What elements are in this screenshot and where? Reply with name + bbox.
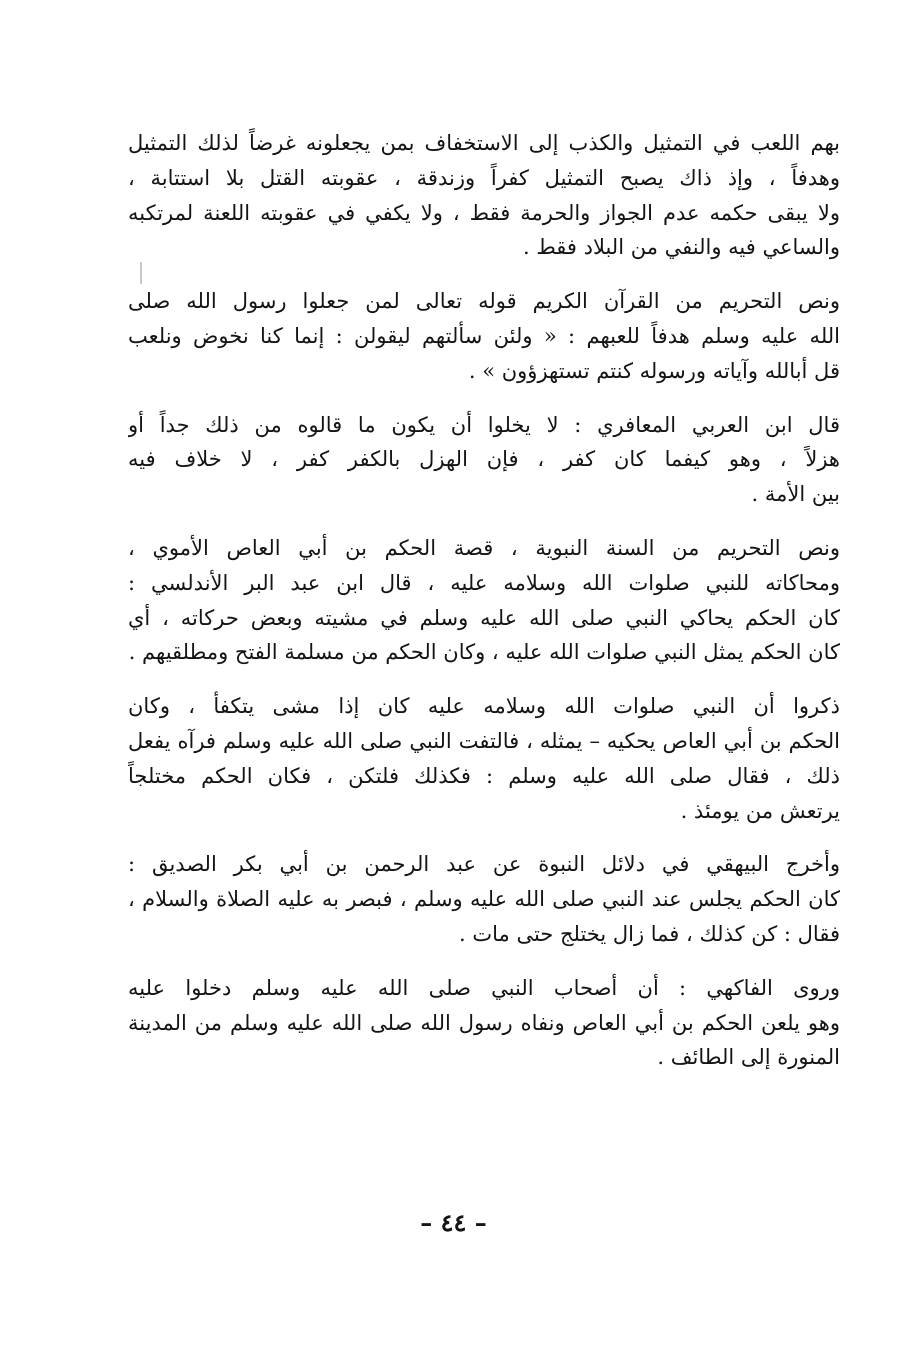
- paragraph-1: [128, 126, 840, 265]
- text-line: كان الحكم يجلس عند النبي صلى الله عليه وسلم ، فبصر به عليه الصلاة والسلام ،: [128, 887, 840, 912]
- text-line: كان الحكم يمثل النبي صلوات الله عليه ، وكان الحكم من مسلمة الفتح ومطلقيهم .: [128, 640, 840, 665]
- page-body-text: [128, 126, 840, 1094]
- paragraph-4: [128, 531, 840, 670]
- text-line: بهم اللعب في التمثيل والكذب إلى الاستخفاف بمن يجعلونه غرضاً لذلك التمثيل: [128, 131, 840, 155]
- text-line: ونص التحريم من السنة النبوية ، قصة الحكم بن أبي العاص الأموي ،: [128, 535, 840, 560]
- text-line: قال ابن العربي المعافري : لا يخلوا أن يكون ما قالوه من ذلك جداً أو: [128, 412, 840, 437]
- text-line: قل أبالله وآياته ورسوله كنتم تستهزؤون » .: [468, 358, 840, 383]
- text-line: وروى الفاكهي : أن أصحاب النبي صلى الله عليه وسلم دخلوا عليه: [128, 975, 840, 1000]
- text-line: والساعي فيه والنفي من البلاد فقط .: [522, 235, 840, 260]
- text-line: فقال : كن كذلك ، فما زال يختلج حتى مات .: [459, 921, 840, 946]
- paragraph-7: [128, 971, 840, 1075]
- text-line: ذكروا أن النبي صلوات الله وسلامه عليه كان إذا مشى يتكفأ ، وكان: [128, 694, 840, 719]
- text-line: وهو يلعن الحكم بن أبي العاص ونفاه رسول الله صلى الله عليه وسلم من المدينة: [128, 1010, 840, 1035]
- text-line: بين الأمة .: [751, 482, 840, 507]
- paragraph-3: [128, 408, 840, 512]
- text-line: ولا يبقى حكمه عدم الجواز والحرمة فقط ، ولا يكفي في عقوبته اللعنة لمرتكبه: [128, 200, 840, 225]
- text-line: وهدفاً ، وإذ ذاك يصبح التمثيل كفراً وزندقة ، عقوبته القتل بلا استتابة ،: [128, 165, 840, 190]
- text-line: ونص التحريم من القرآن الكريم قوله تعالى لمن جعلوا رسول الله صلى: [128, 289, 840, 314]
- text-line: هزلاً ، وهو كيفما كان كفر ، فإن الهزل بالكفر كفر ، لا خلاف فيه: [128, 447, 840, 472]
- text-line: ذلك ، فقال صلى الله عليه وسلم : فكذلك فلتكن ، فكان الحكم مختلجاً: [128, 763, 840, 788]
- text-line: يرتعش من يومئذ .: [680, 798, 840, 823]
- paragraph-2: [128, 284, 840, 388]
- text-line: المنورة إلى الطائف .: [657, 1045, 840, 1070]
- text-line: ومحاكاته للنبي صلوات الله وسلامه عليه ، قال ابن عبد البر الأندلسي :: [128, 570, 840, 595]
- text-line: الله عليه وسلم هدفاً للعبهم : « ولئن سألتهم ليقولن : إنما كنا نخوض ونلعب: [128, 323, 840, 348]
- text-line: كان الحكم يحاكي النبي صلى الله عليه وسلم في مشيته وبعض حركاته ، أي: [128, 605, 840, 630]
- page-number: – ٤٤ –: [420, 1208, 487, 1237]
- paragraph-5: [128, 689, 840, 828]
- text-line: وأخرج البيهقي في دلائل النبوة عن عبد الرحمن بن أبي بكر الصديق :: [128, 852, 840, 877]
- paragraph-6: [128, 847, 840, 951]
- text-line: الحكم بن أبي العاص يحكيه – يمثله ، فالتفت النبي صلى الله عليه وسلم فرآه يفعل: [128, 728, 840, 753]
